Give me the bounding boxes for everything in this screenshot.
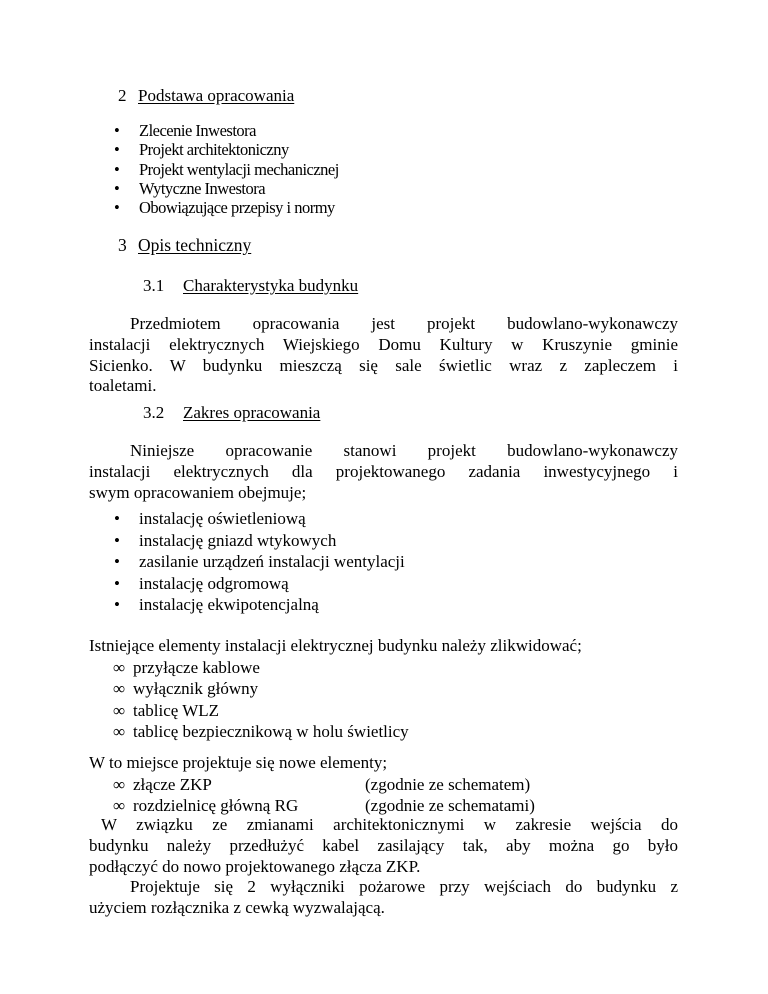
list-item: • Projekt wentylacji mechanicznej: [114, 160, 339, 179]
list-item: • Obowiązujące przepisy i normy: [114, 198, 339, 217]
text-line: instalacji elektrycznych dla projektowanego zadania inwestycyjnego i: [89, 461, 678, 481]
text-line: W związku ze zmianami architektonicznymi w zakresie wejścia do: [101, 815, 678, 834]
text-line: toaletami.: [89, 376, 157, 396]
list-item: • instalację oświetleniową: [114, 508, 405, 530]
list-item: • Projekt architektoniczny: [114, 140, 339, 159]
item-note: (zgodnie ze schematami): [365, 796, 535, 816]
section-number: 3.1: [143, 276, 165, 295]
section-title: Opis techniczny: [138, 235, 252, 255]
section-2-heading: [118, 86, 294, 106]
section-title: Charakterystyka budynku: [183, 276, 359, 295]
text-line: Sicienko. W budynku mieszczą się sale świetlic wraz z zapleczem i: [89, 355, 678, 375]
list-item: ∞ rozdzielnicę główną RG (zgodnie ze schematami): [113, 796, 535, 816]
text-line: Przedmiotem opracowania jest projekt budowlano-wykonawczy: [130, 314, 678, 333]
section-number: 2: [118, 86, 127, 105]
text-line: podłączyć do nowo projektowanego złącza ZKP.: [89, 856, 421, 876]
paragraph-scope: [89, 441, 678, 503]
list-item: • Wytyczne Inwestora: [114, 179, 339, 198]
text-line: użyciem rozłącznika z cewką wyzwalającą.: [89, 897, 385, 917]
section-number: 3: [118, 235, 127, 255]
infinity-bullet-icon: ∞: [113, 658, 126, 677]
list-item: • instalację ekwipotencjalną: [114, 594, 405, 616]
new-elements-list: [113, 774, 673, 817]
existing-elements-intro: Istniejące elementy instalacji elektrycznej budynku należy zlikwidować;: [89, 636, 582, 655]
infinity-bullet-icon: ∞: [113, 722, 126, 742]
text-line: Projektuje się 2 wyłączniki pożarowe przy wejściach do budynku z: [130, 877, 678, 896]
list-item: ∞ złącze ZKP (zgodnie ze schematem): [113, 775, 531, 794]
text-line: swym opracowaniem obejmuje;: [89, 482, 307, 502]
infinity-bullet-icon: ∞: [113, 700, 126, 720]
scope-list: [114, 508, 405, 616]
infinity-bullet-icon: ∞: [113, 796, 126, 816]
new-elements-intro: W to miejsce projektuje się nowe elementy;: [89, 753, 388, 772]
infinity-bullet-icon: ∞: [113, 679, 126, 699]
item-note: (zgodnie ze schematem): [365, 775, 531, 794]
list-item: • zasilanie urządzeń instalacji wentylacji: [114, 551, 405, 573]
list-item: • Zlecenie Inwestora: [114, 121, 339, 140]
section-title: Zakres opracowania: [183, 403, 321, 422]
list-item: ∞ wyłącznik główny: [113, 679, 259, 699]
existing-elements-list: [113, 657, 409, 743]
list-item: ∞ przyłącze kablowe: [113, 658, 260, 677]
paragraph-fire-switches: [89, 877, 678, 919]
text-line: budynku należy przedłużyć kabel zasilający tak, aby można go było: [89, 835, 678, 855]
text-line: instalacji elektrycznych Wiejskiego Domu Kultury w Kruszynie gminie: [89, 334, 678, 354]
section-number: 3.2: [143, 403, 165, 422]
section-3-1-heading: [143, 276, 358, 296]
section-3-2-heading: [143, 403, 320, 423]
text-line: Niniejsze opracowanie stanowi projekt budowlano-wykonawczy: [130, 441, 678, 460]
list-item: ∞ tablicę WLZ: [113, 700, 220, 720]
paragraph-entrance-changes: [89, 815, 678, 877]
infinity-bullet-icon: ∞: [113, 775, 126, 794]
list-item: ∞ tablicę bezpiecznikową w holu świetlicy: [113, 722, 409, 742]
list-item: • instalację odgromową: [114, 573, 405, 595]
basis-list: [114, 121, 339, 217]
paragraph-building-characteristics: [89, 314, 678, 397]
section-title: Podstawa opracowania: [138, 86, 295, 105]
section-3-heading: [118, 235, 251, 256]
list-item: • instalację gniazd wtykowych: [114, 530, 405, 552]
